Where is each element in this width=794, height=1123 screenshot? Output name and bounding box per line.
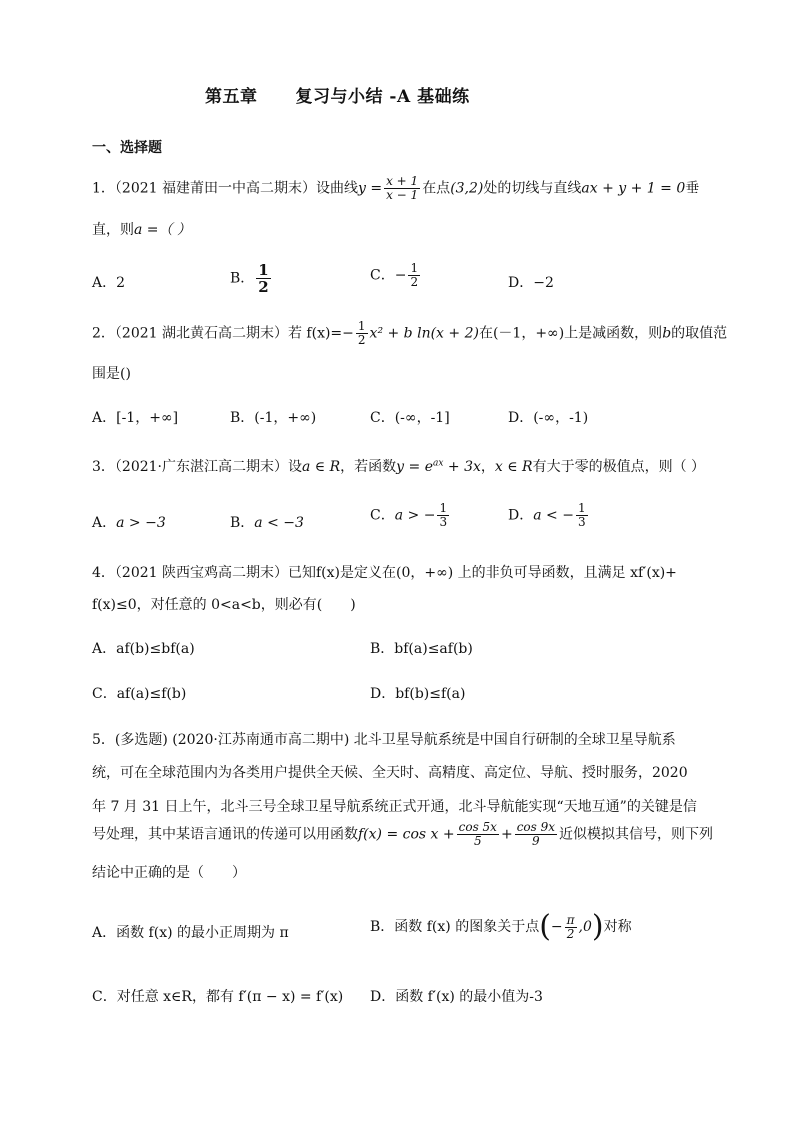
question-5-line-1: 5．(多选题) (2020·江苏南通市高二期中) 北斗卫星导航系统是中国自行研制的全球卫星导航系 [92,732,676,748]
q4-option-a: A．af(b)≤bf(a) [92,641,195,657]
question-2-line-2: 围是() [92,366,131,382]
q1-option-d: D．−2 [508,275,554,291]
q2-option-b: B．(-1，+∞) [230,410,317,426]
q5-option-b: B．函数 f(x) 的图象关于点(− $\frac{\pi}{2}$ ,0)对称 [370,909,632,944]
q3-option-b: B．a < −3 [230,515,304,531]
question-1-line-2: 直，则a =（ ） [92,222,191,238]
question-5-line-5: 结论中正确的是（ ） [92,865,246,881]
q4-option-d: D．bf(b)≤f(a) [370,686,466,702]
chapter-label: 第五章 [205,87,258,107]
q4-option-c: C．af(a)≤f(b) [92,686,187,702]
q5-option-c: C．对任意 x∈R，都有 f′(π − x) = f′(x) [92,989,344,1005]
question-4-line-2: f(x)≤0，对任意的 0<a<b，则必有( ) [92,597,356,613]
q5-option-d: D．函数 f′(x) 的最小值为-3 [370,989,543,1005]
q2-option-c: C．(-∞，-1] [370,410,450,426]
q4-option-b: B．bf(a)≤af(b) [370,641,473,657]
q1-option-b: B． $\frac{1}{2}$ [230,261,269,296]
q2-option-a: A．[-1，+∞] [92,410,179,426]
question-2-line-1: 2．（2021 湖北黄石高二期末）若 f(x)=− $\frac{1}{2}$ x² + b ln(x + 2)在(－1，+∞)上是减函数，则b的取值范 [92,319,728,347]
q3-option-a: A．a > −3 [92,515,166,531]
question-5-line-2: 统，可在全球范围内为各类用户提供全天候、全天时、高精度、高定位、导航、授时服务，2020 [92,765,688,781]
question-4-line-1: 4．（2021 陕西宝鸡高二期末）已知f(x)是定义在(0，+∞) 上的非负可导函数，且满足 xf′(x)+ [92,565,677,581]
q5-option-a: A．函数 f(x) 的最小正周期为 π [92,925,289,941]
q1-fraction: $\frac{x + 1}{x - 1}$ [386,174,419,202]
question-5-line-4: 号处理，其中某语言通讯的传递可以用函数f(x) = cos x + $\frac{\cos 5x}{5}$ + $\frac{\cos 9x}{9}$ 近似模拟其信号，则下列 [92,820,714,848]
question-5-line-3: 年 7 月 31 日上午，北斗三号全球卫星导航系统正式开通，北斗导航能实现“天地互通”的关键是信 [92,799,697,815]
q1-option-a: A．2 [92,275,126,291]
q2-option-d: D．(-∞，-1) [508,410,589,426]
q3-option-c: C．a > − $\frac{1}{3}$ [370,501,448,529]
question-3-line-1: 3．（2021·广东湛江高二期末）设a ∈ R，若函数$y = e^{ax} + 3x$，x ∈ R有大于零的极值点，则（ ） [92,458,706,475]
q3-option-d: D．a < − $\frac{1}{3}$ [508,501,586,529]
page-title [205,82,470,107]
section-heading: 一、选择题 [92,140,162,156]
q1-option-c: C．− $\frac{1}{2}$ [370,261,419,289]
question-1-line-1: 1．（2021 福建莆田一中高二期末）设曲线y = $\frac{x + 1}{x - 1}$ 在点(3,2)处的切线与直线ax + y + 1 = 0垂 [92,174,700,202]
title-text: 复习与小结 -A 基础练 [295,87,470,107]
